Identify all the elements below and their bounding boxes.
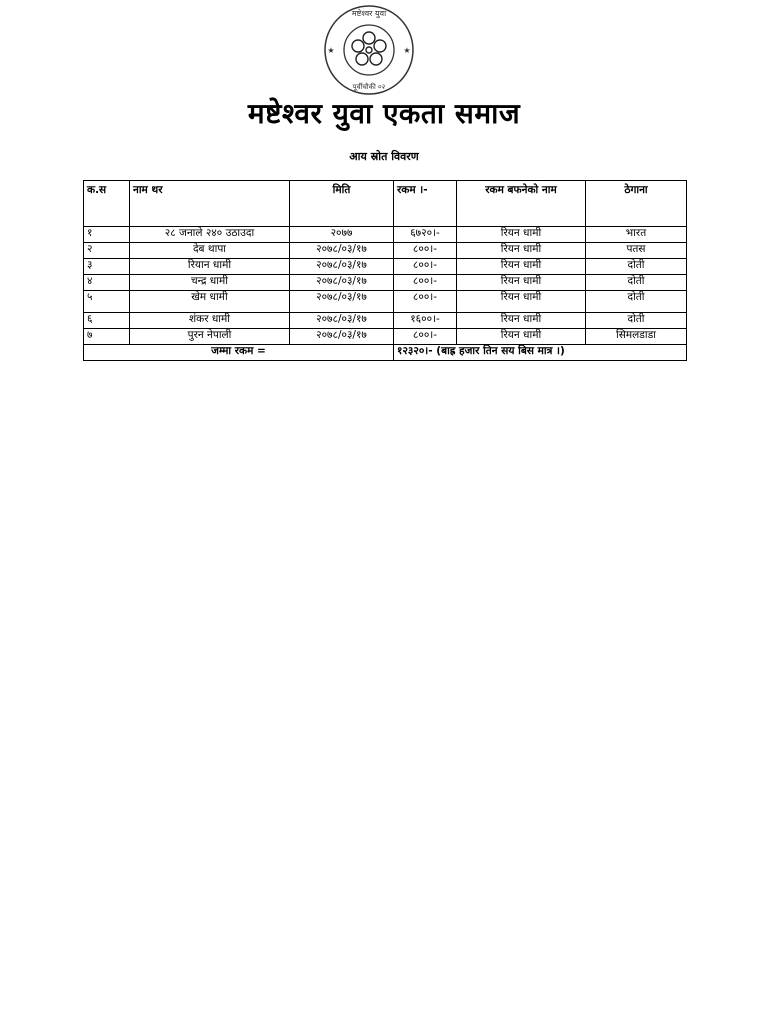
header-name: नाम थर xyxy=(130,181,290,227)
cell-receiver: रियन धामी xyxy=(457,275,586,291)
report-title: आय स्रोत विवरण xyxy=(349,150,419,163)
table-row xyxy=(84,329,687,345)
header-serial: क.स xyxy=(84,181,130,227)
header-address: ठेगाना xyxy=(586,181,687,227)
svg-text:मष्टेश्वर युवा: मष्टेश्वर युवा xyxy=(351,9,387,18)
cell-date: २०७८/०३/१७ xyxy=(290,291,394,313)
cell-amount: ८००।- xyxy=(394,243,457,259)
cell-amount: १६००।- xyxy=(394,313,457,329)
table-row xyxy=(84,259,687,275)
cell-amount: ८००।- xyxy=(394,275,457,291)
cell-serial: ७ xyxy=(84,329,130,345)
cell-date: २०७८/०३/१७ xyxy=(290,313,394,329)
cell-address: सिमलडाडा xyxy=(586,329,687,345)
cell-date: २०७८/०३/१७ xyxy=(290,259,394,275)
cell-date: २०७८/०३/१७ xyxy=(290,275,394,291)
cell-receiver: रियन धामी xyxy=(457,291,586,313)
cell-date: २०७८/०३/१७ xyxy=(290,243,394,259)
cell-serial: ६ xyxy=(84,313,130,329)
cell-receiver: रियन धामी xyxy=(457,329,586,345)
total-amount: १२३२०।- (बाह्र हजार तिन सय बिस मात्र ।) xyxy=(394,345,687,361)
svg-text:पूर्वीचौकी ०२: पूर्वीचौकी ०२ xyxy=(352,83,386,91)
cell-name: शंकर धामी xyxy=(130,313,290,329)
cell-receiver: रियन धामी xyxy=(457,259,586,275)
organization-name: मष्टेश्वर युवा एकता समाज xyxy=(247,97,521,130)
svg-text:★: ★ xyxy=(327,46,335,55)
cell-name: २८ जनाले २४० उठाउदा xyxy=(130,227,290,243)
cell-serial: ४ xyxy=(84,275,130,291)
cell-address: दोती xyxy=(586,259,687,275)
organization-seal-logo xyxy=(318,3,420,97)
total-row xyxy=(84,345,687,361)
table-row xyxy=(84,243,687,259)
table-row xyxy=(84,291,687,313)
cell-address: पतस xyxy=(586,243,687,259)
cell-address: भारत xyxy=(586,227,687,243)
cell-serial: १ xyxy=(84,227,130,243)
cell-receiver: रियन धामी xyxy=(457,227,586,243)
cell-name: खेम धामी xyxy=(130,291,290,313)
cell-amount: ८००।- xyxy=(394,291,457,313)
cell-amount: ८००।- xyxy=(394,329,457,345)
cell-name: देब थापा xyxy=(130,243,290,259)
cell-serial: ३ xyxy=(84,259,130,275)
total-label: जम्मा रकम = xyxy=(84,345,394,361)
cell-address: दोती xyxy=(586,313,687,329)
table-header-row xyxy=(84,181,687,227)
table-row xyxy=(84,227,687,243)
cell-name: पुरन नेपाली xyxy=(130,329,290,345)
header-date: मिति xyxy=(290,181,394,227)
table-row xyxy=(84,313,687,329)
cell-address: दोती xyxy=(586,275,687,291)
cell-serial: ५ xyxy=(84,291,130,313)
cell-receiver: रियन धामी xyxy=(457,313,586,329)
header-amount: रकम ।- xyxy=(394,181,457,227)
cell-address: दोती xyxy=(586,291,687,313)
svg-text:★: ★ xyxy=(403,46,411,55)
header-receiver: रकम बफनेको नाम xyxy=(457,181,586,227)
table-row xyxy=(84,275,687,291)
cell-amount: ६७२०।- xyxy=(394,227,457,243)
cell-date: २०७८/०३/१७ xyxy=(290,329,394,345)
cell-name: चन्द्र धामी xyxy=(130,275,290,291)
cell-serial: २ xyxy=(84,243,130,259)
cell-date: २०७७ xyxy=(290,227,394,243)
cell-name: रियान धामी xyxy=(130,259,290,275)
cell-amount: ८००।- xyxy=(394,259,457,275)
cell-receiver: रियन धामी xyxy=(457,243,586,259)
income-source-table xyxy=(83,180,687,361)
